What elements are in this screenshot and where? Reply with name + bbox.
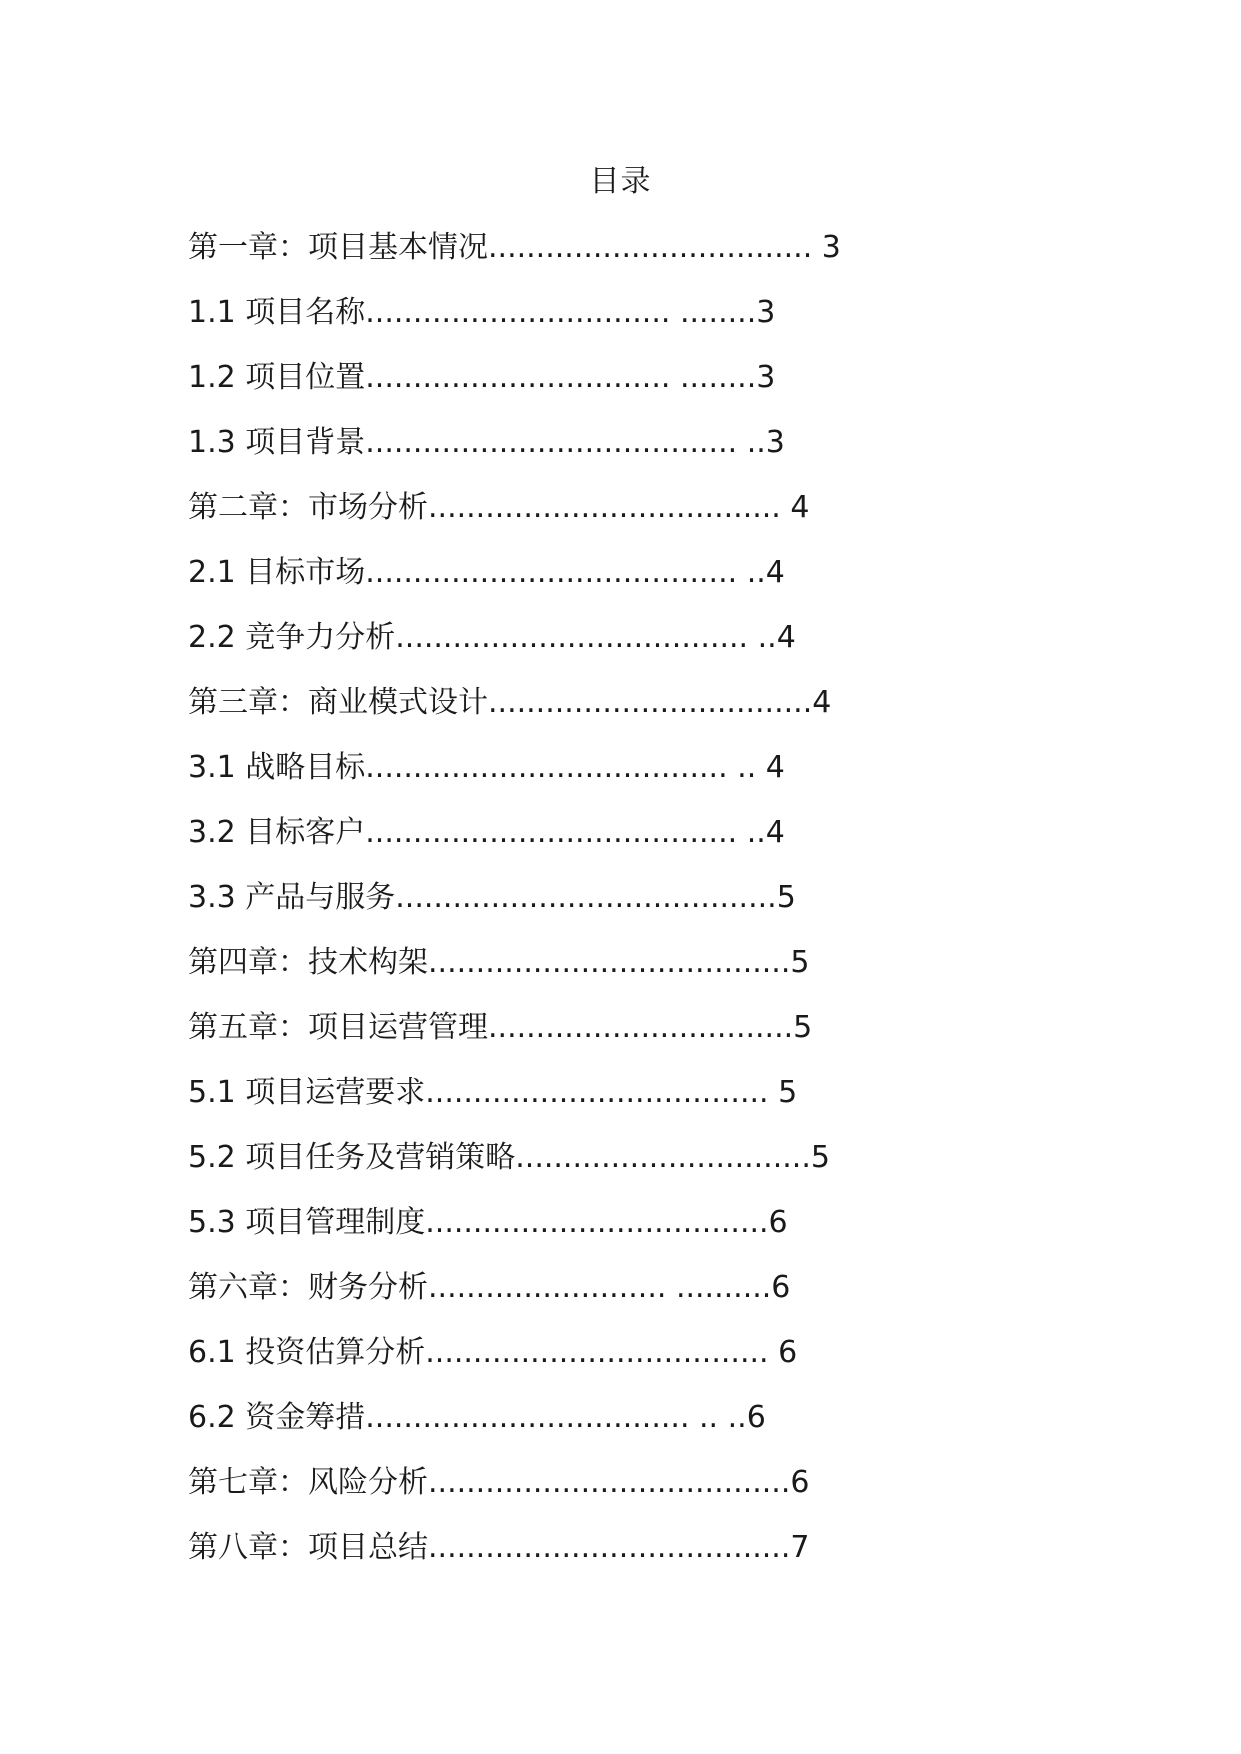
toc-entry-chapter-7[interactable]: 第七章：风险分析......................................6 [188,1465,810,1500]
toc-entry-chapter-1[interactable]: 第一章：项目基本情况.................................. 3 [188,230,841,265]
toc-entry-5-2[interactable]: 5.2 项目任务及营销策略...............................5 [188,1140,830,1175]
toc-entry-1-1[interactable]: 1.1 项目名称................................ ........3 [188,295,776,330]
toc-title: 目录 [589,164,652,199]
toc-entry-1-2[interactable]: 1.2 项目位置................................ ........3 [188,360,776,395]
toc-entry-chapter-2[interactable]: 第二章：市场分析..................................... 4 [188,490,810,525]
toc-entry-3-3[interactable]: 3.3 产品与服务........................................5 [188,880,796,915]
toc-entry-6-1[interactable]: 6.1 投资估算分析.................................... 6 [188,1335,798,1370]
toc-entry-chapter-4[interactable]: 第四章：技术构架......................................5 [188,945,810,980]
toc-entry-5-1[interactable]: 5.1 项目运营要求.................................... 5 [188,1075,798,1110]
toc-entry-chapter-8[interactable]: 第八章：项目总结......................................7 [188,1530,810,1565]
toc-entry-3-1[interactable]: 3.1 战略目标...................................... .. 4 [188,750,785,785]
toc-entry-2-2[interactable]: 2.2 竞争力分析..................................... ..4 [188,620,796,655]
toc-entry-chapter-3[interactable]: 第三章：商业模式设计..................................4 [188,685,832,720]
toc-entry-chapter-6[interactable]: 第六章：财务分析......................... ..........6 [188,1270,791,1305]
toc-entry-5-3[interactable]: 5.3 项目管理制度....................................6 [188,1205,788,1240]
toc-entry-6-2[interactable]: 6.2 资金筹措.................................. .. ..6 [188,1400,766,1435]
table-of-contents [188,228,1088,1593]
toc-entry-1-3[interactable]: 1.3 项目背景....................................... ..3 [188,425,785,460]
toc-entry-chapter-5[interactable]: 第五章：项目运营管理................................5 [188,1010,813,1045]
toc-entry-2-1[interactable]: 2.1 目标市场....................................... ..4 [188,555,785,590]
toc-entry-3-2[interactable]: 3.2 目标客户....................................... ..4 [188,815,785,850]
